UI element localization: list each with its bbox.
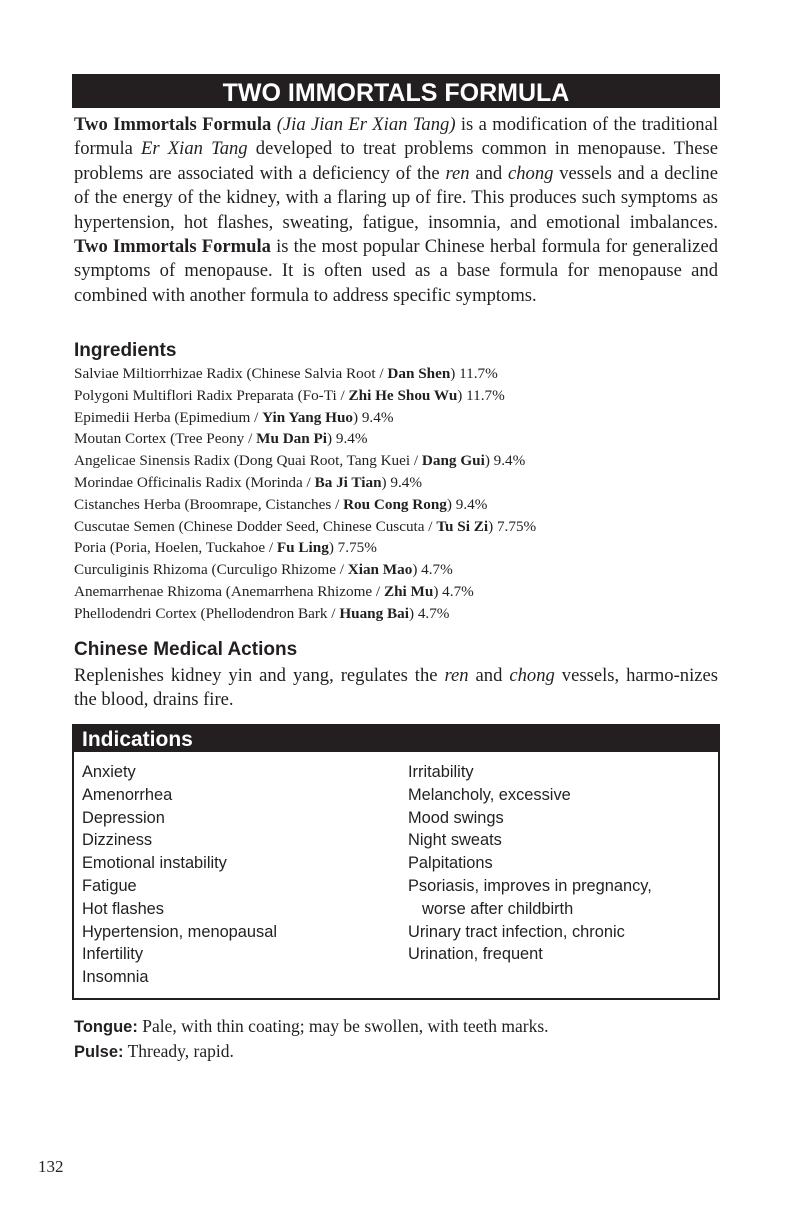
indication-item (408, 761, 652, 784)
ingredient-item (74, 494, 724, 516)
ingredient-pinyin-name: Zhi He Shou Wu (348, 386, 458, 404)
ingredient-percentage: ) 11.7% (450, 365, 498, 382)
indication-item: Anxiety (82, 763, 136, 781)
indication-item: Emotional instability (82, 854, 227, 873)
ingredient-latin-name: Cuscutae Semen (Chinese Dodder Seed, Chinese Cuscuta / (74, 517, 437, 535)
ingredient-percentage: ) 7.75% (328, 539, 377, 557)
intro-text: is a modification of the traditional formula (74, 114, 718, 160)
ingredient-pinyin-name: Dan Shen (387, 365, 451, 382)
indication-item (408, 852, 652, 875)
indication-item: Hypertension, menopausal (82, 922, 277, 941)
ingredient-item (74, 363, 724, 385)
ingredients-heading: Ingredients (74, 340, 177, 361)
page-title: TWO IMMORTALS FORMULA (72, 74, 720, 108)
tongue-text: Pale, with thin coating; may be swollen, with teeth marks. (137, 1016, 549, 1036)
indication-item (408, 807, 652, 830)
ingredient-percentage: ) 11.7% (457, 386, 505, 404)
ingredient-pinyin-name: Mu Dan Pi (256, 430, 327, 448)
ingredient-percentage: ) 9.4% (352, 408, 394, 426)
indication-item (408, 943, 652, 966)
ingredient-latin-name: Salviae Miltiorrhizae Radix (Chinese Salvia Root / (74, 365, 388, 382)
indication-item: Depression (82, 808, 165, 827)
indication-text: Psoriasis, improves in pregnancy, (408, 876, 652, 895)
ingredient-percentage: ) 7.75% (488, 517, 537, 535)
ingredient-pinyin-name: Rou Cong Rong (343, 495, 447, 513)
indication-text: Night sweats (408, 831, 502, 850)
intro-text: and (469, 162, 508, 184)
ingredient-item (74, 537, 724, 559)
actions-paragraph (74, 664, 718, 713)
formula-pinyin: (Jia Jian Er Xian Tang) (276, 114, 456, 135)
actions-text: vessels, harmo-nizes the blood, drains fire. (74, 665, 718, 711)
actions-heading: Chinese Medical Actions (74, 639, 298, 660)
indication-item: Dizziness (82, 831, 153, 850)
indication-text: Palpitations (408, 854, 493, 873)
formula-name: Two Immortals Formula (74, 236, 271, 258)
ingredient-latin-name: Anemarrhenae Rhizoma (Anemarrhena Rhizome / (74, 582, 384, 600)
pulse-text: Thready, rapid. (123, 1041, 234, 1061)
ingredient-pinyin-name: Dang Gui (421, 452, 485, 470)
ingredient-percentage: ) 4.7% (433, 582, 474, 600)
tongue-label: Tongue: (74, 1018, 138, 1036)
indication-text: Urinary tract infection, chronic (408, 922, 625, 941)
indications-right-column (408, 761, 652, 966)
ingredient-pinyin-name: Tu Si Zi (436, 517, 489, 535)
ingredient-item (74, 385, 724, 407)
ingredient-pinyin-name: Fu Ling (276, 539, 329, 557)
indication-item (408, 875, 652, 921)
traditional-formula-name: Er Xian Tang (141, 138, 248, 160)
ingredient-item (74, 428, 724, 450)
ingredients-list (74, 363, 724, 625)
ingredient-latin-name: Epimedii Herba (Epimedium / (74, 408, 263, 426)
chong-term: chong (509, 665, 555, 686)
indication-item (408, 829, 652, 852)
ingredient-percentage: ) 4.7% (412, 561, 453, 579)
ingredient-latin-name: Polygoni Multiflori Radix Preparata (Fo-Ti / (74, 386, 349, 404)
indication-item: Infertility (82, 945, 144, 964)
tongue-line (74, 1014, 549, 1039)
indication-text: Urination, frequent (408, 945, 543, 964)
chong-term: chong (507, 162, 554, 184)
ingredient-item (74, 407, 724, 429)
indication-item (408, 921, 652, 944)
indication-text: Irritability (408, 763, 474, 781)
ingredient-percentage: ) 9.4% (327, 430, 368, 448)
ingredient-pinyin-name: Zhi Mu (383, 582, 434, 600)
ingredient-latin-name: Cistanches Herba (Broomrape, Cistanches / (74, 495, 344, 513)
page-number: 132 (38, 1157, 64, 1176)
indication-text: Mood swings (408, 808, 504, 827)
indication-item: Hot flashes (82, 899, 164, 918)
intro-paragraph (74, 113, 718, 308)
pulse-line (74, 1039, 234, 1064)
ingredient-item (74, 450, 724, 472)
pulse-label: Pulse: (74, 1043, 124, 1061)
indication-item: Amenorrhea (82, 785, 173, 804)
ingredient-pinyin-name: Ba Ji Tian (314, 473, 382, 491)
actions-text: and (468, 665, 510, 686)
ingredient-item (74, 603, 724, 625)
ren-term: ren (445, 162, 470, 184)
ingredient-pinyin-name: Huang Bai (339, 604, 409, 622)
ingredient-latin-name: Curculiginis Rhizoma (Curculigo Rhizome / (74, 561, 348, 579)
ingredient-latin-name: Morindae Officinalis Radix (Morinda / (74, 473, 315, 491)
ren-term: ren (444, 665, 469, 686)
ingredient-item (74, 472, 724, 494)
indication-continuation: worse after childbirth (422, 899, 574, 918)
ingredient-percentage: ) 9.4% (484, 452, 526, 470)
ingredient-percentage: ) 9.4% (381, 473, 423, 491)
ingredient-pinyin-name: Yin Yang Huo (262, 408, 353, 426)
indication-item (408, 784, 652, 807)
intro-text: developed to treat problems common in menopause. These problems are associated with a deficiency of the (74, 138, 718, 184)
indication-item: Fatigue (82, 876, 137, 895)
actions-text: Replenishes kidney yin and yang, regulates the (74, 665, 445, 686)
ingredient-latin-name: Moutan Cortex (Tree Peony / (74, 430, 257, 448)
ingredient-item (74, 516, 724, 538)
ingredient-latin-name: Angelicae Sinensis Radix (Dong Quai Root, Tang Kuei / (74, 452, 422, 470)
indications-left-column (82, 761, 277, 989)
ingredient-item (74, 581, 724, 603)
indication-text: Melancholy, excessive (408, 785, 571, 804)
ingredient-percentage: ) 9.4% (446, 495, 488, 513)
indication-item: Insomnia (82, 968, 149, 987)
ingredient-percentage: ) 4.7% (408, 604, 450, 622)
intro-text: vessels and a decline of the energy of the kidney, with a flaring up of fire. This produces such symptoms as hypertension, hot flashes, sweating, fatigue, insomnia, and emotional imbalances. (74, 162, 718, 233)
ingredient-pinyin-name: Xian Mao (347, 561, 413, 579)
ingredient-latin-name: Phellodendri Cortex (Phellodendron Bark / (74, 604, 340, 622)
ingredient-item (74, 559, 724, 581)
ingredient-latin-name: Poria (Poria, Hoelen, Tuckahoe / (74, 539, 277, 557)
indications-heading: Indications (72, 724, 720, 752)
intro-text: is the most popular Chinese herbal formula for generalized symptoms of menopause. It is often used as a base formula for menopause and combined with another formula to address specific symptoms. (74, 236, 718, 306)
formula-name: Two Immortals Formula (74, 114, 272, 135)
